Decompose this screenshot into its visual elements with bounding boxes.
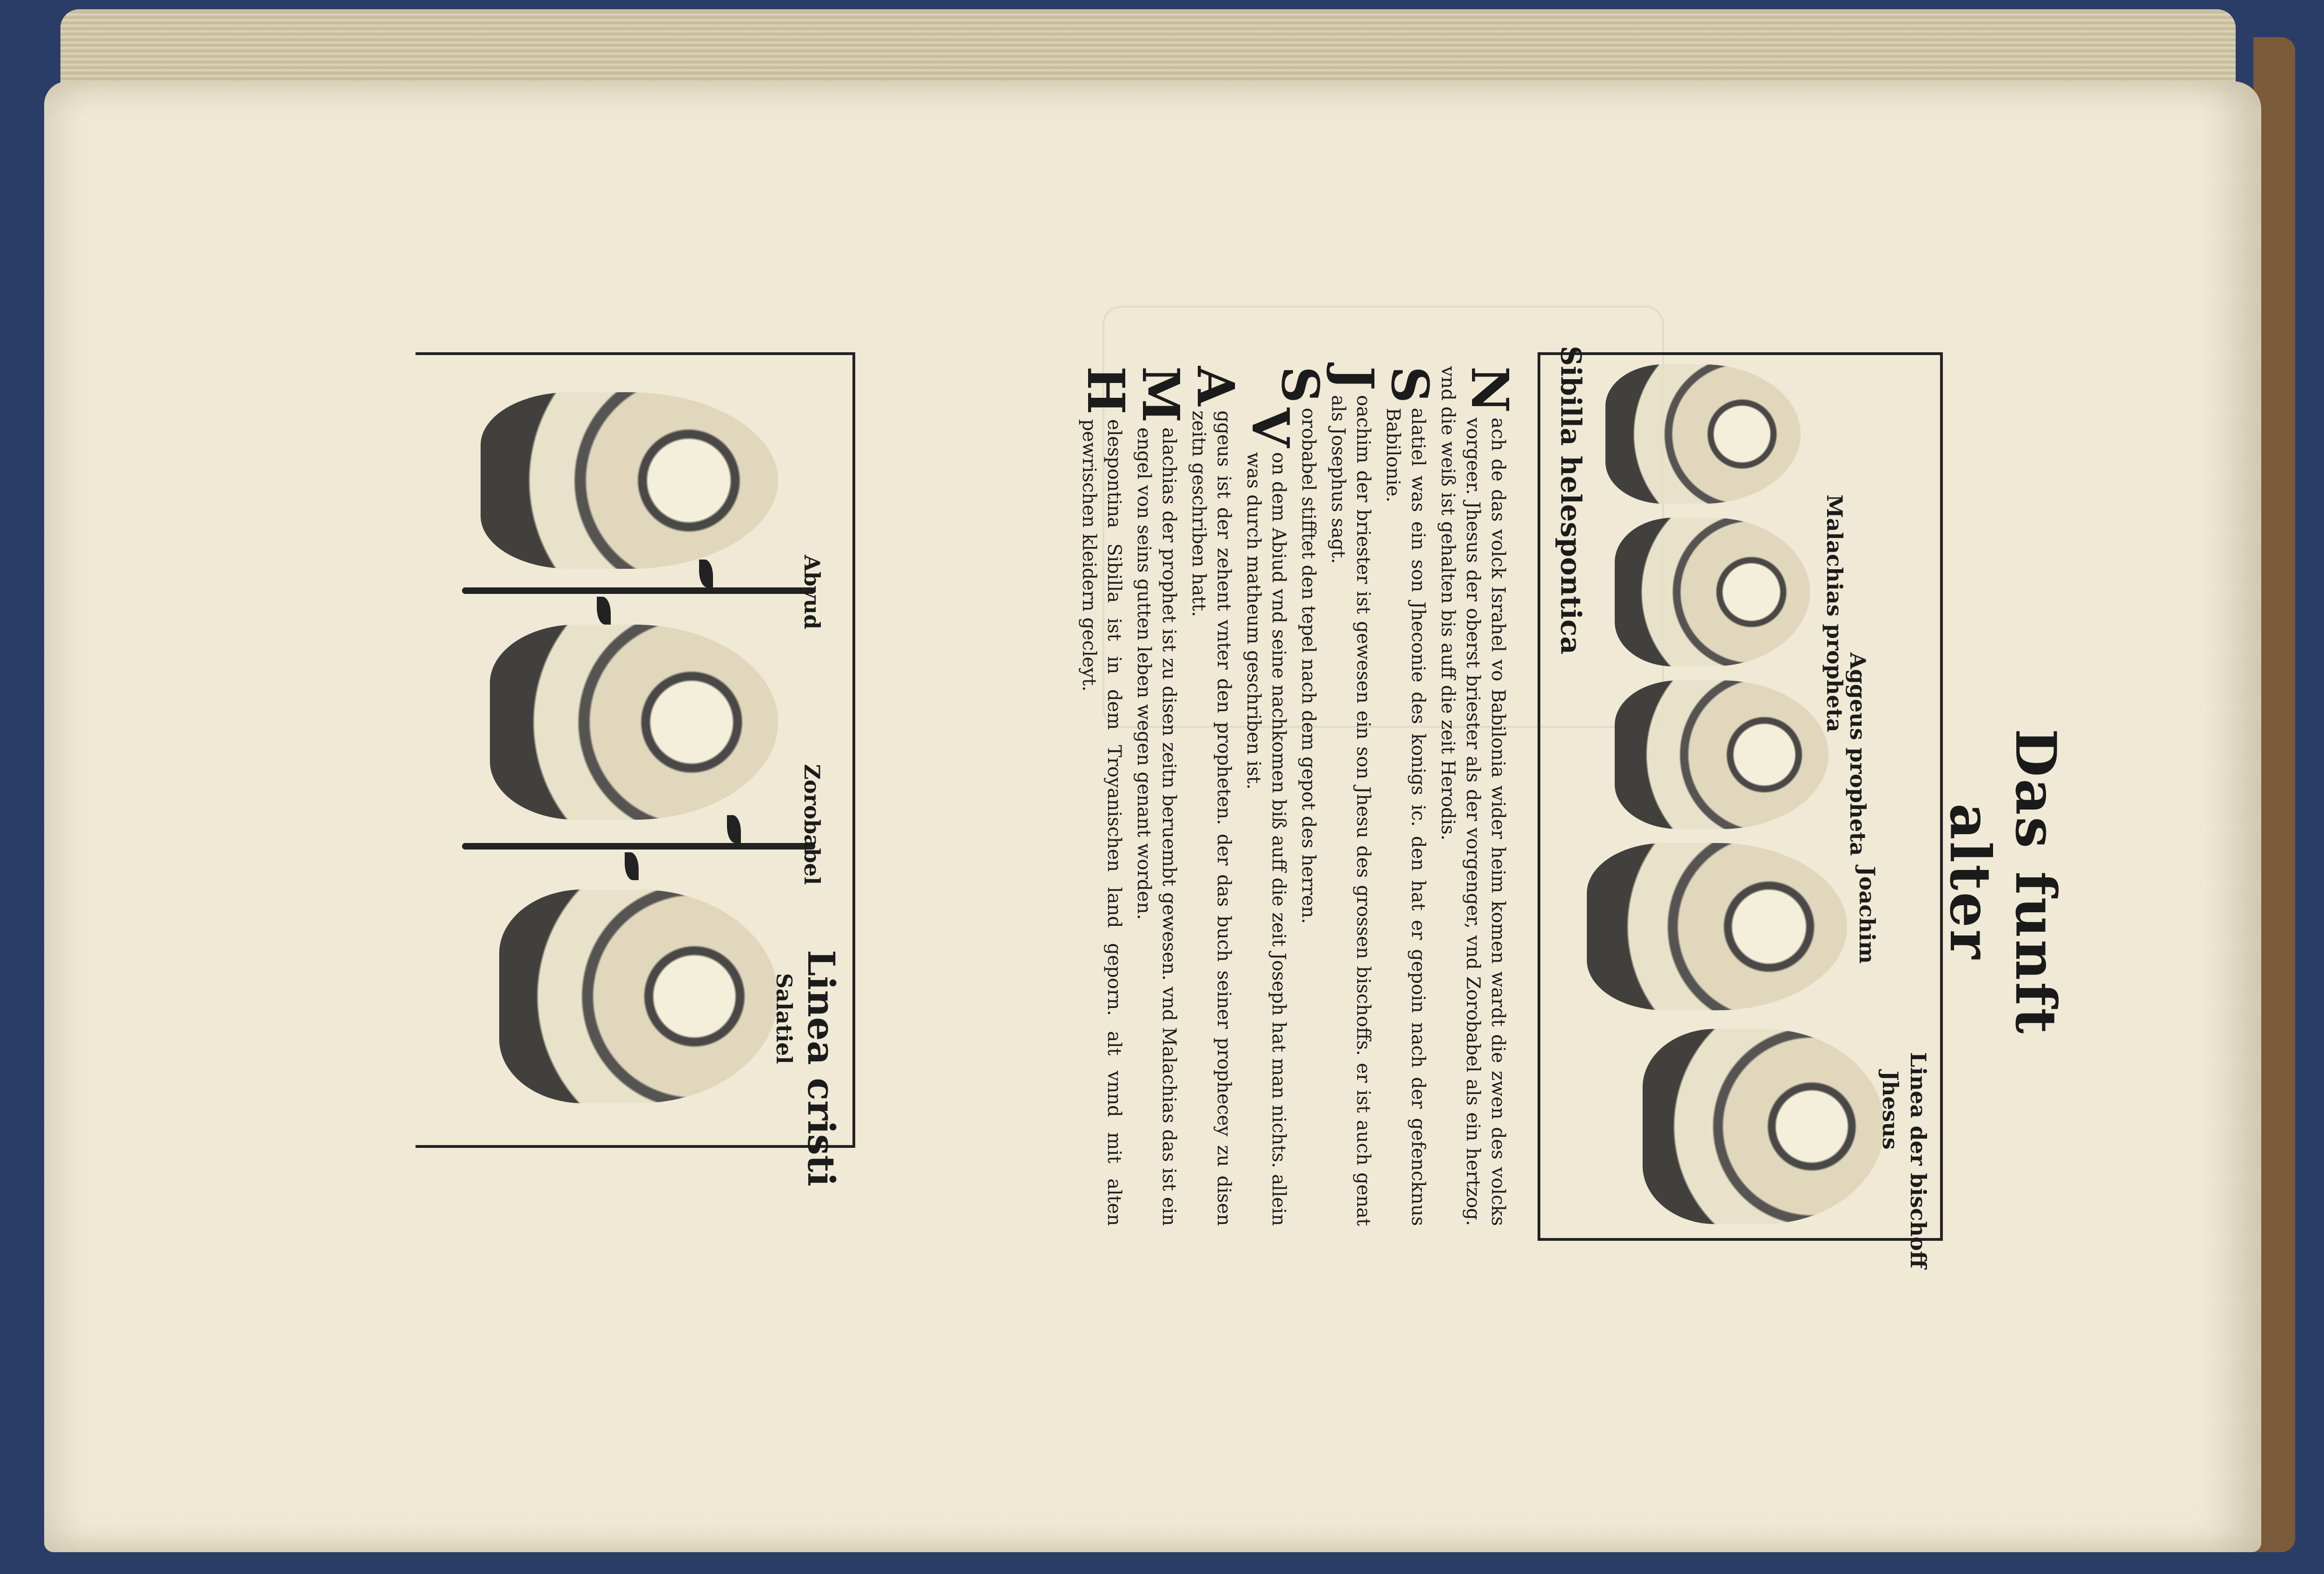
vine-leaf-4 bbox=[597, 597, 611, 625]
figure-jhesus bbox=[1643, 1029, 1884, 1224]
paragraph-4: V on dem Abiud vnd seine nachkomen biß auff die zeit Joseph hat man nichts. allein was durch matheum geschriben ist. bbox=[1241, 407, 1301, 1226]
lineage-vine-2 bbox=[462, 587, 815, 594]
figure-malachias bbox=[1615, 518, 1810, 666]
vine-leaf-2 bbox=[625, 852, 639, 880]
figure-sibilla bbox=[1605, 364, 1801, 504]
paragraph-6: M alachias der prophet ist zu disen zeitn beruembt gewesen. vnd Malachias das ist ein engel von seins gutten leben wegen genant worden. bbox=[1131, 366, 1191, 1226]
figure-label-jhesus: Jhesus bbox=[1878, 1070, 1903, 1150]
figure-label-malachias: Malachias propheta bbox=[1822, 494, 1847, 732]
paragraph-3: S orobabel stifftet den tepel nach dem gepot des herren. bbox=[1270, 366, 1330, 924]
bottom-woodcut-panel bbox=[416, 352, 855, 1186]
top-woodcut-panel bbox=[1538, 345, 1943, 1268]
paragraph-2: J oachim der briester ist gewesen ein son Jhesu des grossen bischoffs. er ist auch genat als Josephus sagt. bbox=[1325, 366, 1385, 1226]
lineage-vine-1 bbox=[462, 843, 815, 850]
figure-label-salatiel: Salatiel bbox=[772, 973, 797, 1064]
vine-leaf-3 bbox=[699, 560, 713, 587]
figure-joachim bbox=[1587, 843, 1847, 1010]
figure-abyud bbox=[481, 392, 778, 569]
rotated-page-content bbox=[223, 213, 2082, 1421]
book-page bbox=[44, 81, 2261, 1552]
vine-leaf-1 bbox=[727, 815, 741, 843]
figure-label-sibilla: Sibilla helespontica bbox=[1554, 345, 1587, 654]
paragraph-5: A ggeus ist der zehent vnter den propheten. der das buch seiner prophecey zu disen zeitn geschriben hatt. bbox=[1186, 366, 1246, 1226]
page-title: Das funft alter bbox=[1937, 728, 2068, 1035]
main-text-column bbox=[869, 366, 1520, 1226]
figure-salatiel bbox=[499, 889, 778, 1103]
lineage-label-bishops: Linea der bischoff bbox=[1906, 1052, 1931, 1268]
paragraph-7: H elespontina Sibilla ist in dem Troyanischen land geporn. alt vnnd mit alten pewrischen kleidern gecleyt. bbox=[1076, 366, 1136, 1226]
figure-zorobabel bbox=[490, 625, 778, 820]
figure-label-joachim: Joachim bbox=[1855, 866, 1880, 964]
figure-label-aggeus: Aggeus propheta bbox=[1845, 652, 1870, 856]
figure-label-abyud: Abyud bbox=[799, 554, 825, 629]
paragraph-1: S alatiel was ein son Jheconie des konigs ic. den hat er gepoin nach der gefencknus Babilonie. bbox=[1380, 366, 1440, 1226]
figure-label-zorobabel: Zorobabel bbox=[799, 764, 825, 885]
lineage-label-christ: Linea cristi bbox=[799, 949, 843, 1186]
paragraph-0: N ach de das volck Israhel vo Babilonia wider heim komen wardt die zwen des volcks vorgeer. Jhesus der oberst briester als der vorgenger, vnd Zorobabel als ein hertzog. vnd die weiß ist gehalten bis auff die zeit Herodis. bbox=[1437, 366, 1520, 1226]
figure-aggeus bbox=[1615, 680, 1829, 829]
